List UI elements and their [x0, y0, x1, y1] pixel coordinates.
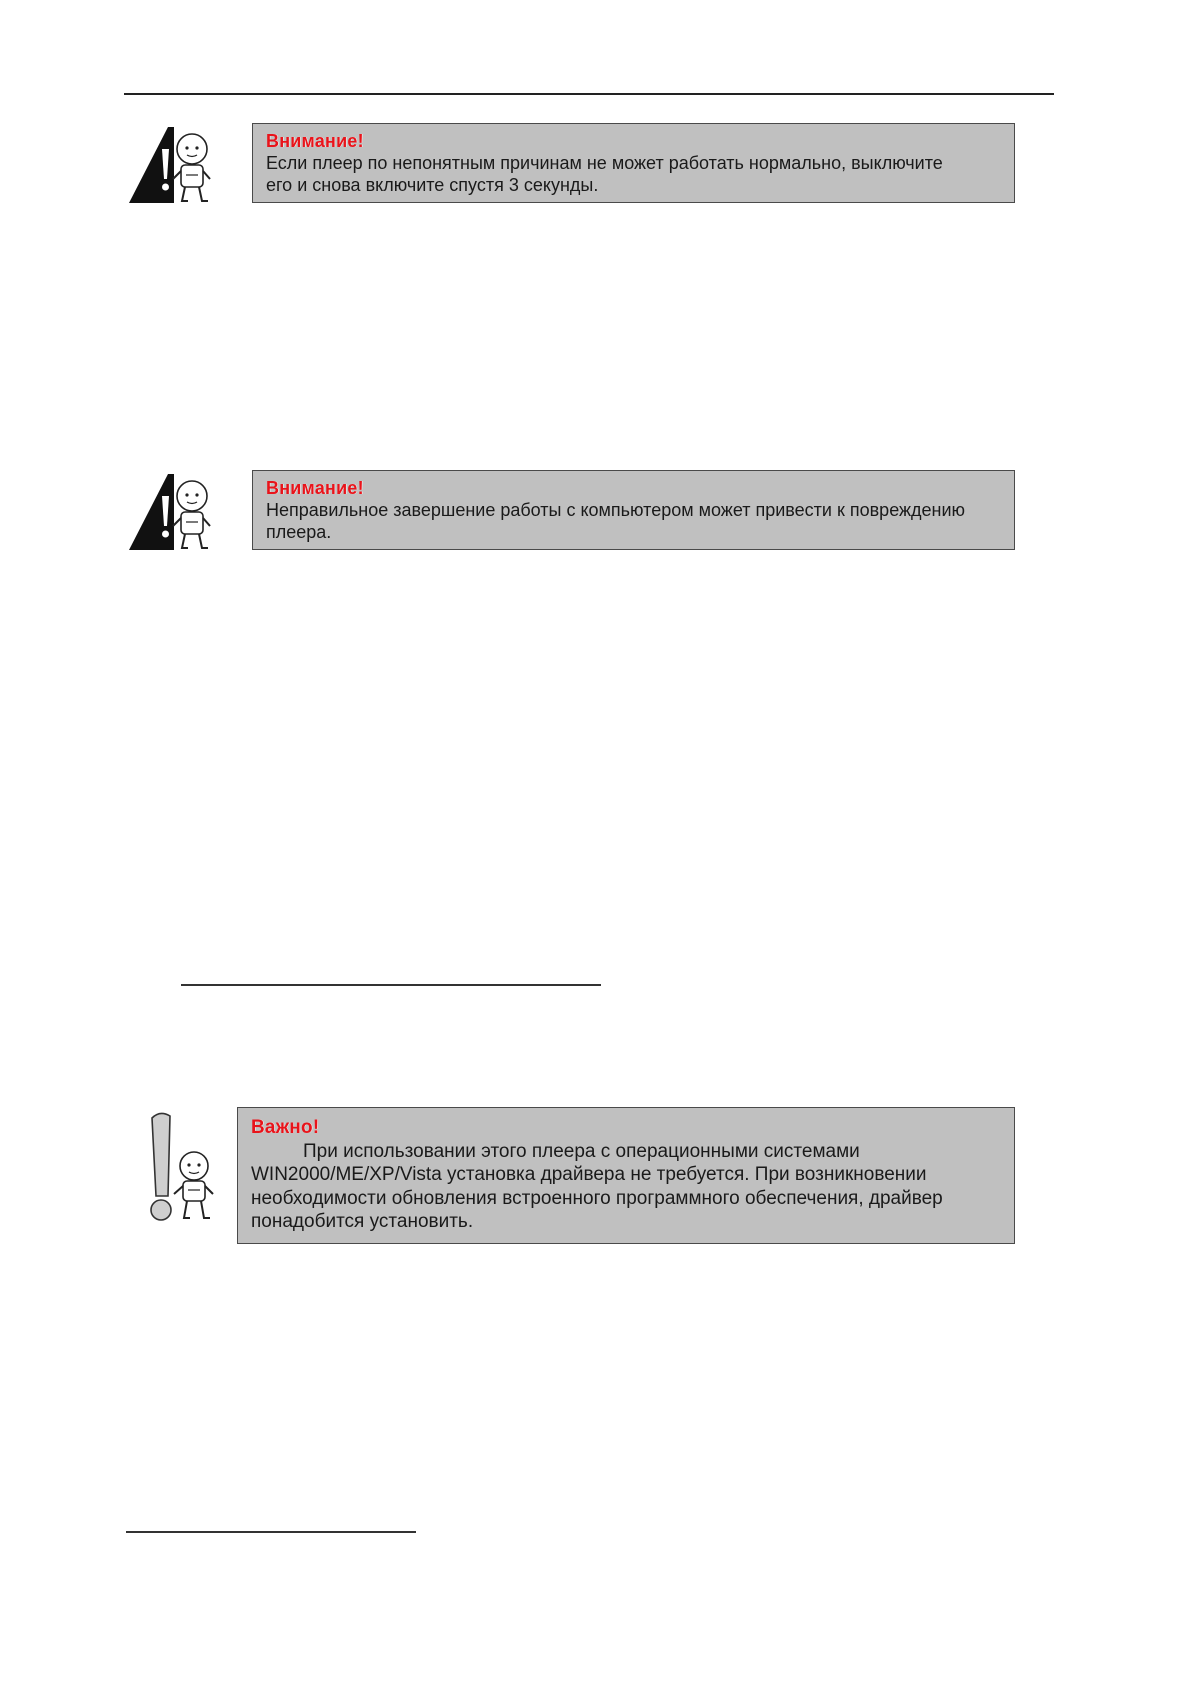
warning-triangle-robot-icon	[126, 470, 226, 554]
notice-box-warning-1	[252, 123, 1015, 203]
notice-line: понадобится установить.	[251, 1211, 474, 1232]
notice-line-first	[251, 1140, 1002, 1164]
notice-line: Неправильное завершение работы с компьютером может привести к повреждению	[266, 500, 966, 520]
notice-title: Важно!	[251, 1117, 320, 1138]
section-underline	[181, 984, 601, 986]
notice-box-important	[237, 1107, 1015, 1244]
notice-title: Внимание!	[266, 478, 364, 498]
notice-box-warning-2	[252, 470, 1015, 550]
notice-line-text: При использовании этого плеера с операционными системами	[303, 1140, 860, 1162]
notice-line: Если плеер по непонятным причинам не может работать нормально, выключите	[266, 153, 943, 173]
footnote-rule	[126, 1531, 416, 1533]
warning-triangle-robot-icon	[126, 123, 226, 207]
notice-line: WIN2000/ME/XP/Vista установка драйвера не требуется. При возникновении	[251, 1164, 927, 1185]
notice-line: необходимости обновления встроенного программного обеспечения, драйвер	[251, 1187, 943, 1209]
notice-line: плеера.	[266, 522, 332, 542]
exclamation-robot-icon	[146, 1110, 222, 1225]
notice-title: Внимание!	[266, 131, 364, 151]
header-rule	[124, 93, 1054, 95]
notice-line: его и снова включите спустя 3 секунды.	[266, 175, 599, 195]
